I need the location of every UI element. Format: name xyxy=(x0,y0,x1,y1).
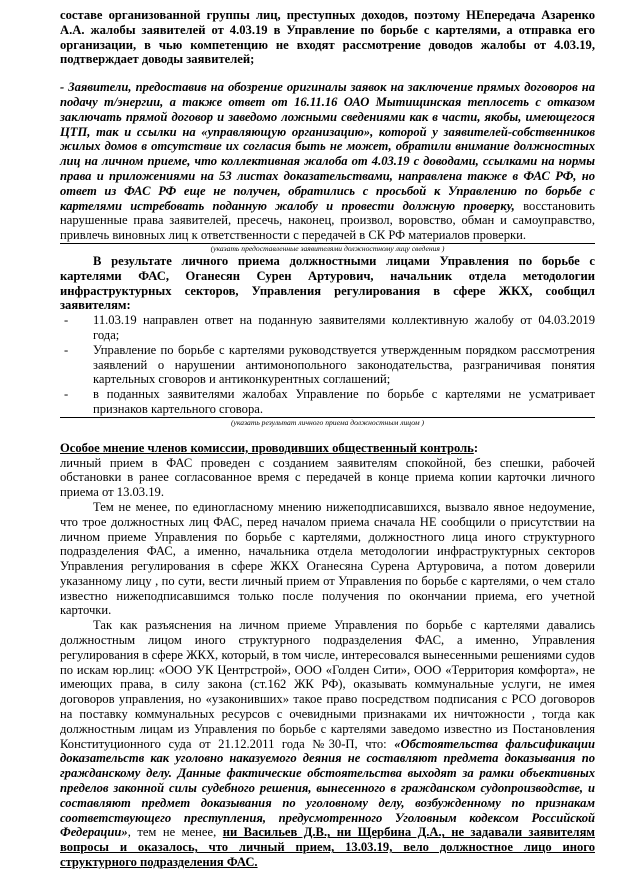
paragraph-reception: личный прием в ФАС проведен с созданием заявителям спокойной, без спешки, рабочей обстановки в ранее согласованное время с передачей в конце приема копии карточки личного приема от 13.03.19. xyxy=(60,455,595,500)
list-item: - в поданных заявителями жалобах Управление по борьбе с картелями не усматривает признаков картельного сговора. xyxy=(64,387,595,416)
paragraph-clarifications: Так как разъяснения на личном приеме Управления по борьбе с картелями давались должностным лицом иного структурного подразделения ФАС, а именно, Управления регулирования в сфере ЖКХ, который, в том числе, интересовался вынесенными решениями судов по искам юр.лиц: «ООО УК Центрстрой», ООО «Голден Сити», ООО «Территория комфорта», не имеющих права, в силу закона (ст.162 ЖК РФ), оказывать коммунальные услуги, не имея договоров управления, но «узаконивших» такое право посредством подписания с РСО договоров на поставку коммунальных ресурсов с очевидными признаками их ничтожности , тогда как должностным лицам из Управления по борьбе с картелями заведомо известно из Постановления Конституционного суда от 21.12.2011 года №30-П, что: «Обстоятельства фальсификации доказательств как уголовно наказуемого деяния не составляют предмета доказывания по гражданскому делу. Данные фактические обстоятельства выходят за рамки объективных пределов законной силы судебного решения, вынесенного в гражданском судопроизводстве, и составляют предмет доказывания по уголовному делу, возбужденному по признакам соответствующего преступления, предусмотренного Уголовным кодексом Российской Федерации», тем не менее, ни Васильев Д.В., ни Щербина Д.А., не задавали заявителям вопросы и оказалось, что личный прием, 13.03.19, вело должностное лицо иного структурного подразделения ФАС. xyxy=(60,618,595,870)
caption-note-info: (указать предоставленные заявителями должностному лицу сведения ) xyxy=(210,243,445,253)
spacer xyxy=(60,67,595,80)
applicants-rest: восстановить нарушенные права заявителей, пресечь, наконец, произвол, воровство, обман и самоуправство, привлечь виновных лиц к ответственности с передачей в СК РФ материалов проверки. xyxy=(60,198,595,243)
document-page xyxy=(60,8,595,870)
special-opinion-heading: Особое мнение членов комиссии, проводивших общественный контроль: xyxy=(60,440,479,455)
court-quote: «Обстоятельства фальсификации доказательств как уголовно наказуемого деяния не составляют предмета доказывания по гражданскому делу. Данные фактические обстоятельства выходят за рамки объективных пределов законной силы судебного решения, вынесенного в гражданском судопроизводстве, и составляют предмет доказывания по уголовному делу, возбужденному по признакам соответствующего преступления, предусмотренного Уголовным кодексом Российской Федерации» xyxy=(60,736,595,840)
conclusion-emphasis: ни Васильев Д.В., ни Щербина Д.А., не задавали заявителям вопросы и оказалось, что личный прием, 13.03.19, вело должностное лицо иного структурного подразделения ФАС. xyxy=(60,825,595,870)
paragraph-intro: составе организованной группы лиц, преступных доходов, поэтому НЕпередача Азаренко А.А. жалобы заявителей от 4.03.19 в Управление по борьбе с картелями, а отправка его организации, в чью компетенцию не входят рассмотрение доводов жалобы от 4.03.19, подтверждает доводы заявителей; xyxy=(60,8,595,67)
spacer xyxy=(60,428,595,441)
paragraph-result: В результате личного приема должностными лицами Управления по борьбе с картелями ФАС, Оганесян Сурен Артурович, начальник отдела методологии инфраструктурных секторов, Управления регулирования в сфере ЖКХ, сообщил заявителям: xyxy=(60,253,595,313)
list-item: - Управление по борьбе с картелями руководствуется утвержденным порядком рассмотрения заявлений о нарушении антимонопольного законодательства, разграничивая понятия картельных сговоров и антиконкурентных соглашений; xyxy=(64,342,595,387)
list-item: - 11.03.19 направлен ответ на поданную заявителями коллективную жалобу от 04.03.2019 года; xyxy=(64,313,595,342)
applicants-emphasis: - Заявители, предоставив на обозрение оригиналы заявок на заключение прямых договоров на подачу т/энергии, а также ответ от 16.11.16 ОАО Мытищинская теплосеть с отказом заключать прямой договор и заведомо ложными сведениями как в части, якобы, имеющегося ЦТП, так и ссылки на «управляющую организацию», которой у заявителей-собственников жилых домов в отсутствие их согласия быть не может, обратили внимание должностных лиц на личном приеме, что коллективная жалоба от 4.03.19 с доводами, ссылками на нормы права и приложениями на 53 листах доказательствами, направлена также в ФАС РФ, но ответ из ФАС РФ еще не получен, обратились с просьбой к Управлению по борьбе с картелями истребовать поданную жалобу и провести должную проверку, xyxy=(60,80,595,213)
paragraph-applicants xyxy=(60,80,595,243)
paragraph-nevertheless: Тем не менее, по единогласному мнению нижеподписавшихся, вызвало явное недоумение, что трое должностных лиц ФАС, перед началом приема сначала НЕ сообщили о присутствии на личном приеме Управления по борьбе с картелями, должностного лица иного структурного подразделения ФАС, а именно, начальника отдела методологии инфраструктурных секторов Управления регулирования в сфере ЖКХ Оганесяна Сурена Артуровича, а потом доверили указанному лицу , по сути, вести личный прием от Управления по борьбе с картелями, о чем стало известно нижеподписавшимся только после получения по окончании приема, его учетной карточки. xyxy=(60,499,595,618)
caption-note-result: (указать результат личного приема должностным лицом ) xyxy=(231,417,424,427)
